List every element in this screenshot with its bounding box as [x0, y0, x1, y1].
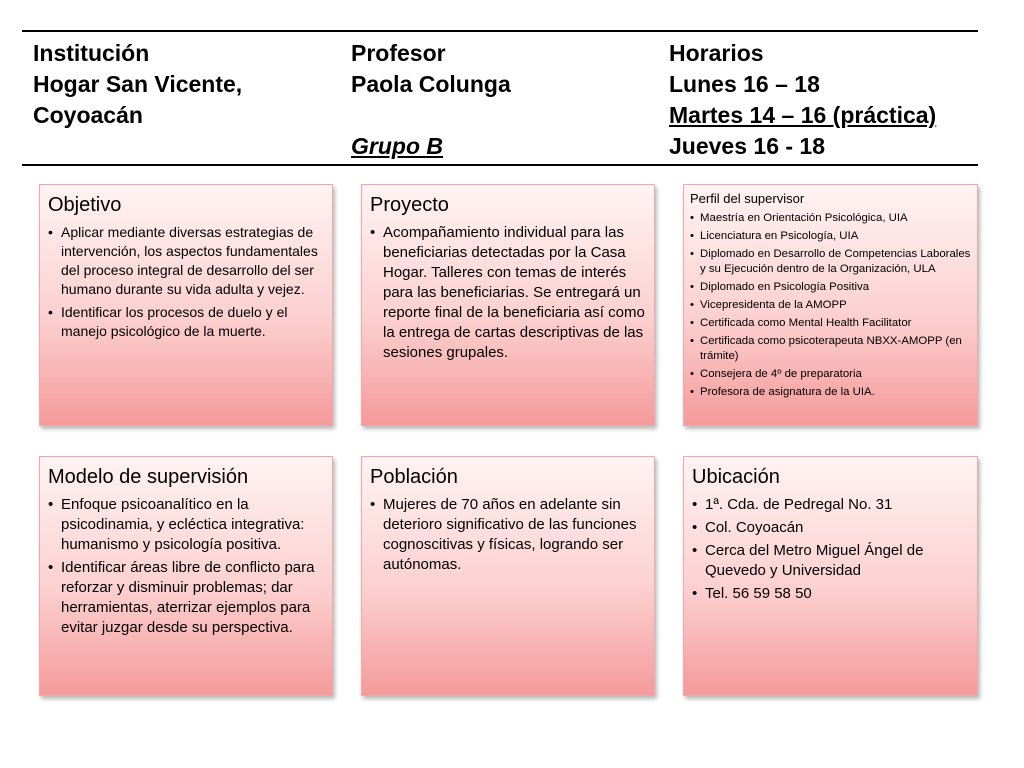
modelo-list — [48, 495, 324, 638]
list-item: • Vicepresidenta de la AMOPP — [690, 298, 971, 313]
list-item: • Cerca del Metro Miguel Ángel de Quevedo y Universidad — [692, 541, 969, 581]
list-item: • Mujeres de 70 años en adelante sin deterioro significativo de las funciones cognoscitivas y físicas, logrando ser autónomas. — [370, 495, 646, 575]
ubicacion-list — [692, 495, 969, 604]
list-item: • Identificar áreas libre de conflicto para reforzar y disminuir problemas; dar herramientas, aterrizar ejemplos para evitar juzgar desde su perspectiva. — [48, 558, 324, 638]
horario-martes: Martes 14 – 16 (práctica) — [669, 102, 937, 128]
list-item: • Maestría en Orientación Psicológica, UIA — [690, 211, 971, 226]
list-item: • Diplomado en Desarrollo de Competencias Laborales y su Ejecución dentro de la Organización, ULA — [690, 247, 971, 277]
poblacion-list — [370, 495, 646, 575]
proyecto-title: Proyecto — [370, 194, 449, 216]
profesor-label: Profesor — [351, 40, 446, 66]
list-item: • Certificada como Mental Health Facilitator — [690, 316, 971, 331]
list-item: • Certificada como psicoterapeuta NBXX-AMOPP (en trámite) — [690, 334, 971, 364]
list-item: • Identificar los procesos de duelo y el manejo psicológico de la muerte. — [48, 303, 324, 341]
profesor-spacer — [351, 100, 511, 131]
list-item: • 1ª. Cda. de Pedregal No. 31 — [692, 495, 969, 515]
header-profesor — [351, 38, 511, 162]
poblacion-title: Población — [370, 466, 458, 488]
objetivo-list — [48, 223, 324, 341]
header-table — [22, 30, 978, 166]
perfil-box — [683, 184, 978, 426]
list-item: • Licenciatura en Psicología, UIA — [690, 229, 971, 244]
perfil-title: Perfil del supervisor — [690, 191, 805, 206]
ubicacion-title: Ubicación — [692, 466, 780, 488]
ubicacion-box — [683, 456, 978, 696]
poblacion-box — [361, 456, 655, 696]
list-item: • Acompañamiento individual para las beneficiarias detectadas por la Casa Hogar. Talleres con temas de interés para las beneficiarias. Se entregará un reporte final de la beneficiaria así como la entrega de cartas descriptivas de las sesiones grupales. — [370, 223, 646, 363]
perfil-list — [690, 211, 971, 400]
institucion-line1: Hogar San Vicente, — [33, 71, 243, 97]
list-item: • Aplicar mediante diversas estrategias de intervención, los aspectos fundamentales del proceso integral de desarrollo del ser humano durante su vida adulta y vejez. — [48, 223, 324, 299]
list-item: • Profesora de asignatura de la UIA. — [690, 385, 971, 400]
header-horarios — [669, 38, 936, 162]
list-item: • Enfoque psicoanalítico en la psicodinamia, y ecléctica integrativa: humanismo y psicología positiva. — [48, 495, 324, 555]
profesor-group: Grupo B — [351, 133, 443, 159]
horarios-label: Horarios — [669, 40, 764, 66]
modelo-title: Modelo de supervisión — [48, 466, 249, 488]
objetivo-box — [39, 184, 333, 426]
profesor-name: Paola Colunga — [351, 71, 511, 97]
list-item: • Consejera de 4º de preparatoria — [690, 367, 971, 382]
modelo-box — [39, 456, 333, 696]
institucion-line2: Coyoacán — [33, 102, 143, 128]
list-item: • Diplomado en Psicología Positiva — [690, 280, 971, 295]
institucion-label: Institución — [33, 40, 150, 66]
proyecto-box — [361, 184, 655, 426]
list-item: • Col. Coyoacán — [692, 518, 969, 538]
list-item: • Tel. 56 59 58 50 — [692, 584, 969, 604]
horario-jueves: Jueves 16 - 18 — [669, 133, 826, 159]
proyecto-list — [370, 223, 646, 363]
header-institucion — [33, 38, 242, 131]
horario-lunes: Lunes 16 – 18 — [669, 71, 820, 97]
objetivo-title: Objetivo — [48, 194, 122, 216]
